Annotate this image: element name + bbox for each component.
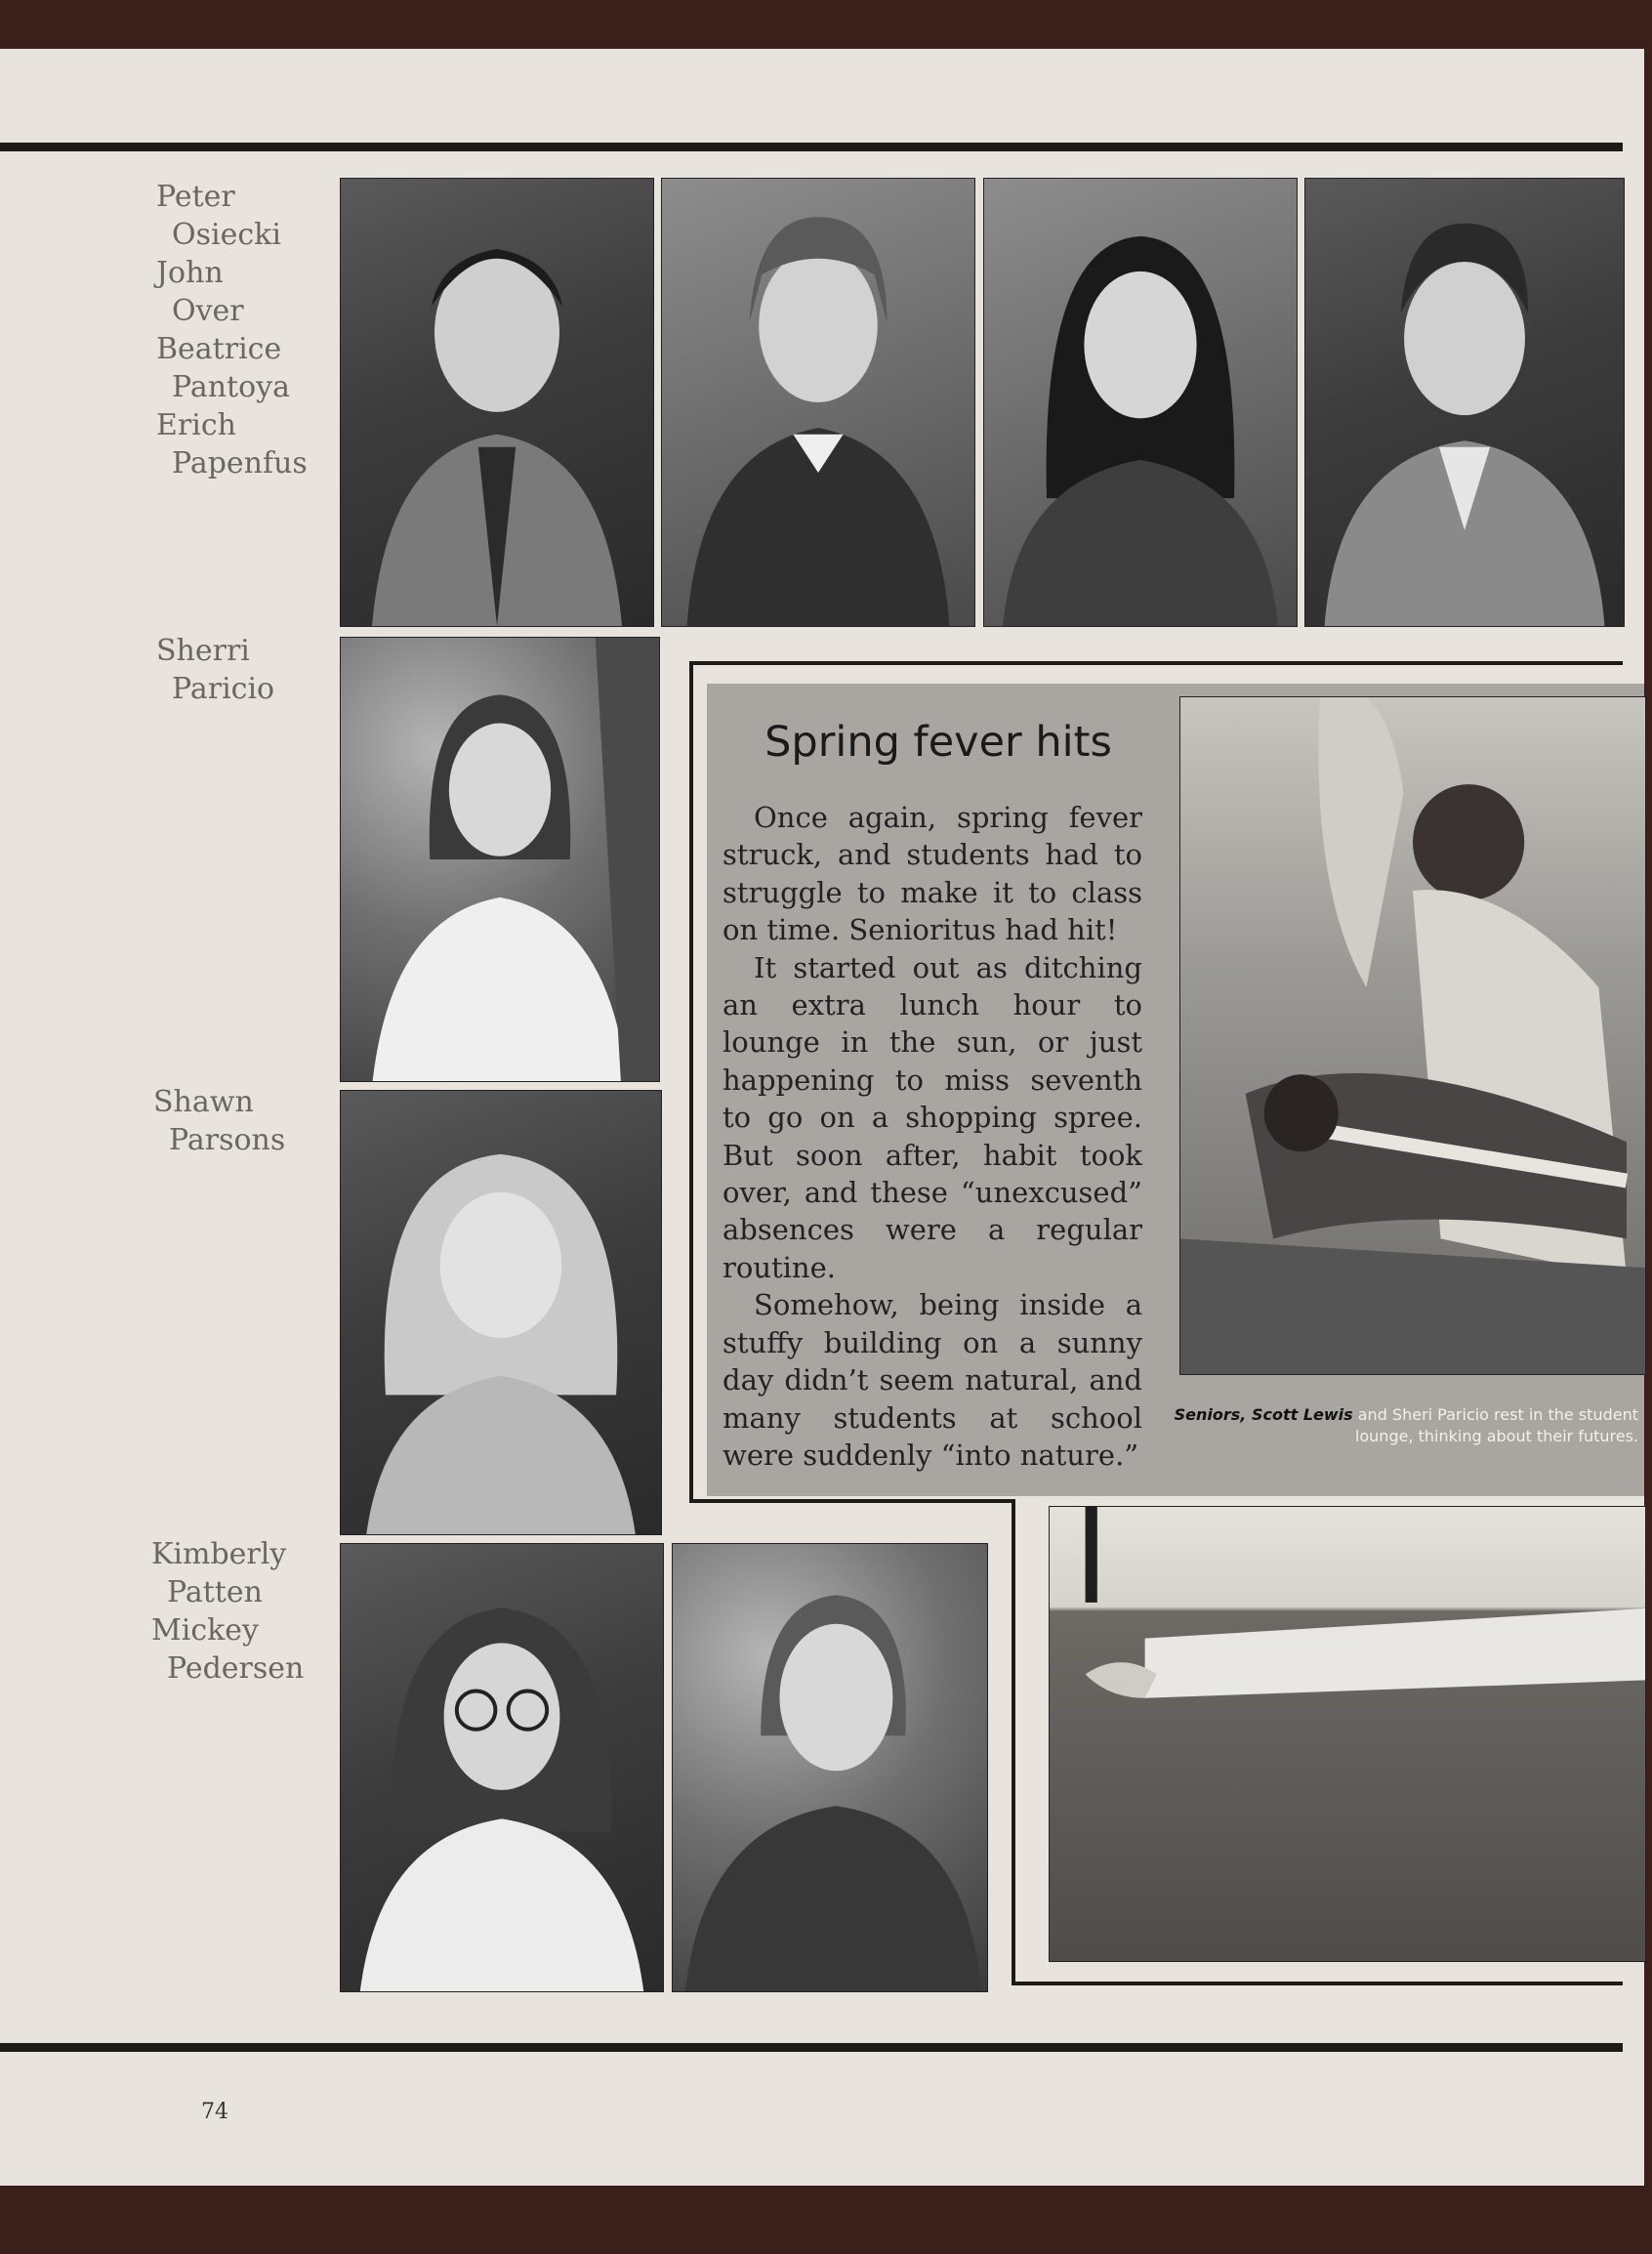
portrait-photo [340, 1543, 664, 1992]
portrait-photo [1304, 178, 1625, 627]
top-rule [0, 143, 1623, 151]
names-row-4 [151, 1535, 304, 1688]
article-frame-inner-left [1012, 1499, 1015, 1985]
name-first: Erich [156, 408, 236, 442]
name-last: Papenfus [172, 446, 308, 480]
portrait-photo [340, 1090, 662, 1535]
bottom-rule [0, 2043, 1623, 2052]
article-body [723, 799, 1142, 1474]
portrait-photo [340, 637, 660, 1082]
name-first: Shawn [153, 1085, 254, 1119]
caption-bold: Seniors, Scott Lewis [1174, 1405, 1353, 1424]
portrait-photo [983, 178, 1298, 627]
lying-student-photo [1049, 1506, 1646, 1962]
article-paragraph: Once again, spring fever struck, and students had to struggle to make it to class on time. Senioritus had hit! [723, 801, 1142, 947]
name-last: Pedersen [167, 1651, 305, 1686]
article-frame-left [689, 661, 693, 1503]
caption-text: and Sheri Paricio rest in the student lounge, thinking about their futures. [1352, 1405, 1638, 1445]
article-paragraph: It started out as ditching an extra lunch hour to lounge in the sun, or just happening to miss seventh to go on a shopping spree. But soon after, habit took over, and these “unexcused” absences were a regular routine. [723, 950, 1142, 1284]
name-last: Pantoya [172, 370, 290, 404]
name-last: Over [172, 294, 244, 328]
name-last: Osiecki [172, 218, 281, 252]
name-last: Patten [167, 1575, 263, 1609]
portrait-photo [661, 178, 975, 627]
article-frame-mid [689, 1499, 1015, 1503]
article-headline: Spring fever hits [764, 718, 1112, 767]
names-row-2 [156, 632, 274, 708]
page-number: 74 [201, 2100, 228, 2124]
name-last: Parsons [169, 1123, 286, 1157]
name-first: John [156, 256, 224, 290]
name-first: Beatrice [156, 332, 282, 366]
article-paragraph: Somehow, being inside a stuffy building on a sunny day didn’t seem natural, and many students at school were suddenly “into nature.” [723, 1288, 1142, 1472]
name-first: Kimberly [151, 1537, 287, 1571]
portrait-photo [672, 1543, 988, 1992]
names-row-1 [156, 178, 308, 482]
portrait-photo [340, 178, 654, 627]
names-row-3 [153, 1083, 285, 1159]
name-last: Paricio [172, 672, 275, 706]
article-frame-top [689, 661, 1623, 665]
photo-caption [1172, 1404, 1638, 1447]
lounge-photo [1179, 696, 1646, 1375]
name-first: Sherri [156, 634, 250, 668]
name-first: Mickey [151, 1613, 259, 1648]
article-frame-bottom [1012, 1982, 1623, 1985]
name-first: Peter [156, 180, 235, 214]
